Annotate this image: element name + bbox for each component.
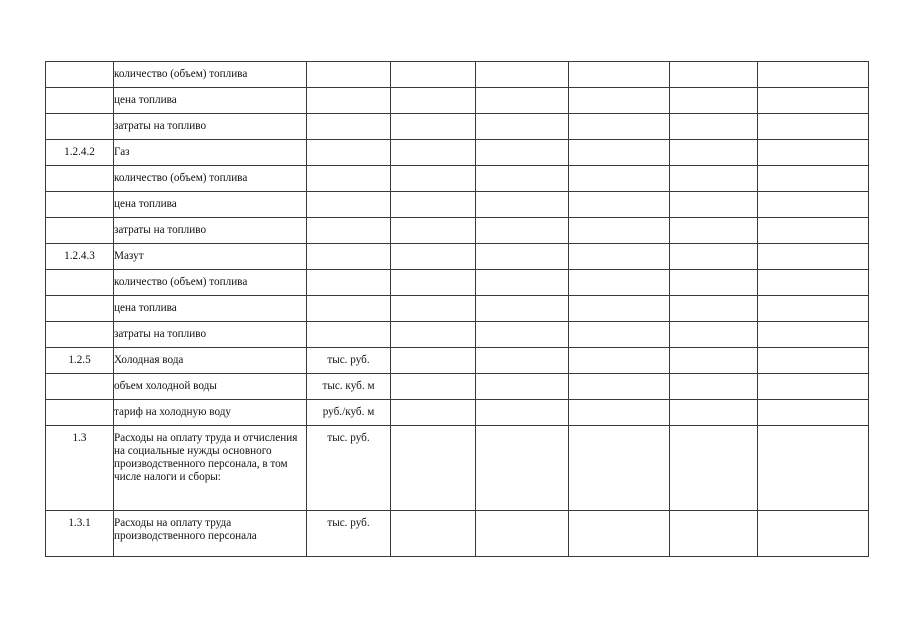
value-cell bbox=[476, 166, 569, 192]
table-row bbox=[46, 270, 869, 296]
value-cell bbox=[758, 88, 869, 114]
row-name: цена топлива bbox=[114, 192, 307, 218]
value-cell bbox=[391, 166, 476, 192]
row-number: 1.3.1 bbox=[46, 511, 114, 557]
value-cell bbox=[569, 374, 670, 400]
table-row bbox=[46, 348, 869, 374]
value-cell bbox=[758, 62, 869, 88]
row-number bbox=[46, 166, 114, 192]
row-unit bbox=[307, 114, 391, 140]
value-cell bbox=[670, 296, 758, 322]
row-unit bbox=[307, 140, 391, 166]
value-cell bbox=[476, 400, 569, 426]
row-unit: тыс. руб. bbox=[307, 426, 391, 511]
row-name: Расходы на оплату труда и отчисления на социальные нужды основного производственного персонала, в том числе налоги и сборы: bbox=[114, 426, 307, 511]
value-cell bbox=[391, 296, 476, 322]
row-unit bbox=[307, 296, 391, 322]
value-cell bbox=[476, 511, 569, 557]
row-unit bbox=[307, 192, 391, 218]
value-cell bbox=[670, 140, 758, 166]
value-cell bbox=[670, 374, 758, 400]
table-row bbox=[46, 192, 869, 218]
row-number bbox=[46, 270, 114, 296]
value-cell bbox=[476, 348, 569, 374]
value-cell bbox=[476, 296, 569, 322]
row-number: 1.2.4.2 bbox=[46, 140, 114, 166]
table-row bbox=[46, 114, 869, 140]
value-cell bbox=[569, 400, 670, 426]
value-cell bbox=[569, 270, 670, 296]
row-name: Мазут bbox=[114, 244, 307, 270]
value-cell bbox=[758, 218, 869, 244]
table-row bbox=[46, 426, 869, 511]
value-cell bbox=[569, 348, 670, 374]
value-cell bbox=[758, 322, 869, 348]
value-cell bbox=[569, 114, 670, 140]
value-cell bbox=[670, 400, 758, 426]
value-cell bbox=[569, 511, 670, 557]
table-row bbox=[46, 88, 869, 114]
table-row bbox=[46, 166, 869, 192]
value-cell bbox=[391, 270, 476, 296]
table-row bbox=[46, 140, 869, 166]
row-number bbox=[46, 322, 114, 348]
value-cell bbox=[391, 400, 476, 426]
row-name: тариф на холодную воду bbox=[114, 400, 307, 426]
row-number bbox=[46, 400, 114, 426]
value-cell bbox=[758, 192, 869, 218]
value-cell bbox=[569, 88, 670, 114]
value-cell bbox=[569, 244, 670, 270]
row-unit bbox=[307, 218, 391, 244]
value-cell bbox=[569, 296, 670, 322]
value-cell bbox=[391, 140, 476, 166]
value-cell bbox=[670, 166, 758, 192]
row-unit bbox=[307, 244, 391, 270]
table-row bbox=[46, 244, 869, 270]
row-name: количество (объем) топлива bbox=[114, 166, 307, 192]
table-row bbox=[46, 218, 869, 244]
value-cell bbox=[476, 192, 569, 218]
row-number bbox=[46, 62, 114, 88]
row-name: Холодная вода bbox=[114, 348, 307, 374]
value-cell bbox=[391, 348, 476, 374]
table-row bbox=[46, 322, 869, 348]
value-cell bbox=[758, 348, 869, 374]
value-cell bbox=[391, 88, 476, 114]
row-number bbox=[46, 296, 114, 322]
row-name: затраты на топливо bbox=[114, 322, 307, 348]
row-name: затраты на топливо bbox=[114, 218, 307, 244]
row-unit: руб./куб. м bbox=[307, 400, 391, 426]
value-cell bbox=[476, 426, 569, 511]
value-cell bbox=[670, 114, 758, 140]
row-number: 1.2.4.3 bbox=[46, 244, 114, 270]
value-cell bbox=[758, 400, 869, 426]
value-cell bbox=[758, 114, 869, 140]
row-name: объем холодной воды bbox=[114, 374, 307, 400]
value-cell bbox=[476, 322, 569, 348]
row-unit bbox=[307, 166, 391, 192]
value-cell bbox=[391, 511, 476, 557]
value-cell bbox=[670, 348, 758, 374]
row-unit bbox=[307, 88, 391, 114]
value-cell bbox=[670, 244, 758, 270]
value-cell bbox=[758, 270, 869, 296]
table-row bbox=[46, 374, 869, 400]
row-name: количество (объем) топлива bbox=[114, 270, 307, 296]
value-cell bbox=[670, 322, 758, 348]
value-cell bbox=[391, 426, 476, 511]
value-cell bbox=[476, 374, 569, 400]
value-cell bbox=[758, 140, 869, 166]
value-cell bbox=[476, 244, 569, 270]
value-cell bbox=[670, 218, 758, 244]
value-cell bbox=[758, 374, 869, 400]
value-cell bbox=[670, 192, 758, 218]
row-name: цена топлива bbox=[114, 88, 307, 114]
value-cell bbox=[670, 270, 758, 296]
row-number bbox=[46, 374, 114, 400]
value-cell bbox=[476, 88, 569, 114]
value-cell bbox=[391, 192, 476, 218]
row-number: 1.3 bbox=[46, 426, 114, 511]
value-cell bbox=[670, 511, 758, 557]
row-number bbox=[46, 88, 114, 114]
table-row bbox=[46, 296, 869, 322]
row-unit: тыс. куб. м bbox=[307, 374, 391, 400]
table-row bbox=[46, 511, 869, 557]
value-cell bbox=[758, 426, 869, 511]
value-cell bbox=[569, 166, 670, 192]
value-cell bbox=[670, 426, 758, 511]
value-cell bbox=[476, 218, 569, 244]
value-cell bbox=[476, 140, 569, 166]
row-unit bbox=[307, 270, 391, 296]
row-name: цена топлива bbox=[114, 296, 307, 322]
value-cell bbox=[758, 296, 869, 322]
value-cell bbox=[569, 140, 670, 166]
value-cell bbox=[569, 426, 670, 511]
value-cell bbox=[569, 218, 670, 244]
value-cell bbox=[391, 244, 476, 270]
row-name: количество (объем) топлива bbox=[114, 62, 307, 88]
value-cell bbox=[758, 511, 869, 557]
value-cell bbox=[670, 62, 758, 88]
value-cell bbox=[569, 322, 670, 348]
row-unit bbox=[307, 322, 391, 348]
value-cell bbox=[476, 62, 569, 88]
row-unit bbox=[307, 62, 391, 88]
value-cell bbox=[670, 88, 758, 114]
value-cell bbox=[391, 114, 476, 140]
table-row bbox=[46, 62, 869, 88]
row-unit: тыс. руб. bbox=[307, 348, 391, 374]
value-cell bbox=[569, 192, 670, 218]
value-cell bbox=[476, 270, 569, 296]
value-cell bbox=[391, 62, 476, 88]
row-number bbox=[46, 192, 114, 218]
value-cell bbox=[391, 374, 476, 400]
value-cell bbox=[391, 322, 476, 348]
row-number bbox=[46, 218, 114, 244]
row-name: затраты на топливо bbox=[114, 114, 307, 140]
row-unit: тыс. руб. bbox=[307, 511, 391, 557]
value-cell bbox=[758, 166, 869, 192]
row-name: Газ bbox=[114, 140, 307, 166]
row-number bbox=[46, 114, 114, 140]
value-cell bbox=[569, 62, 670, 88]
cost-table bbox=[45, 61, 869, 557]
value-cell bbox=[391, 218, 476, 244]
value-cell bbox=[476, 114, 569, 140]
value-cell bbox=[758, 244, 869, 270]
row-number: 1.2.5 bbox=[46, 348, 114, 374]
row-name: Расходы на оплату труда производственного персонала bbox=[114, 511, 307, 557]
table-row bbox=[46, 400, 869, 426]
